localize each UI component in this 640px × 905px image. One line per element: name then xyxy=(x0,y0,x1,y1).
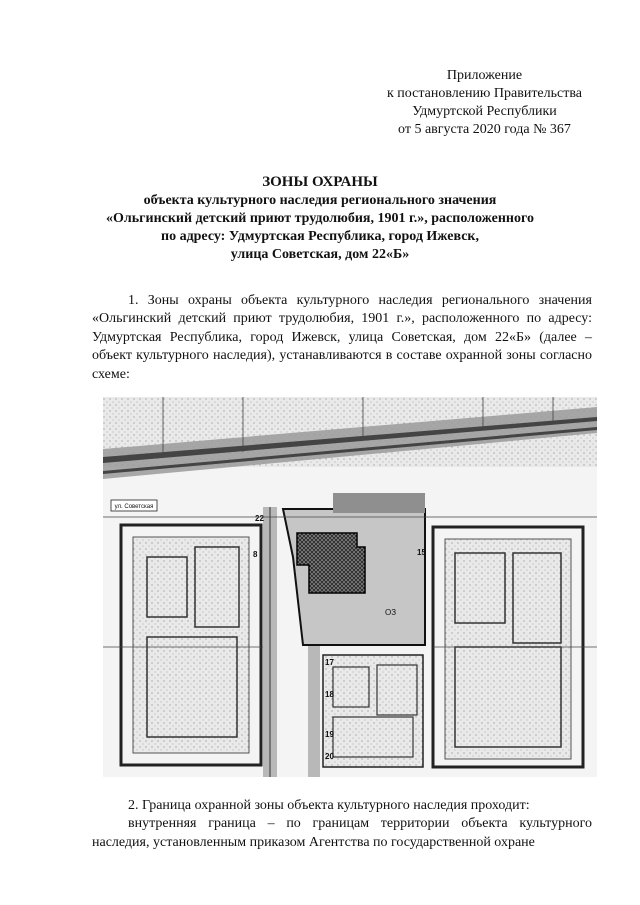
paragraph-2 xyxy=(92,797,592,852)
title-line-3: «Ольгинский детский приют трудолюбия, 1901 г.», расположенного xyxy=(106,211,534,226)
paragraph-1: 1. Зоны охраны объекта культурного наследия регионального значения «Ольгинский детский приют трудолюбия, 1901 г.», расположенного по адресу: Удмуртская Республика, город Ижевск, улица Советская, дом 22«Б» (далее – объект культурного наследия), устанавливаются в составе охранной зоны согласно схеме: xyxy=(92,293,592,382)
appendix-line-4: от 5 августа 2020 года № 367 xyxy=(398,122,571,137)
title-line-2: объекта культурного наследия регионального значения xyxy=(143,193,497,208)
map-zone-label: ОЗ xyxy=(385,608,397,617)
map-street-label: ул. Советская xyxy=(114,504,154,510)
appendix-line-3: Удмуртской Республики xyxy=(412,104,557,119)
house-number-20: 20 xyxy=(325,752,334,761)
title-line-4: по адресу: Удмуртская Республика, город Ижевск, xyxy=(161,229,479,244)
paragraph-2-heading: 2. Граница охранной зоны объекта культурного наследия проходит: xyxy=(128,798,530,813)
title-line-5: улица Советская, дом 22«Б» xyxy=(230,247,410,262)
house-number-15: 15 xyxy=(417,548,426,557)
paragraph-2-text: внутренняя граница – по границам территории объекта культурного наследия, установленным приказом Агентства по государственной охране xyxy=(92,816,592,850)
map-scheme xyxy=(103,397,597,777)
appendix-line-2: к постановлению Правительства xyxy=(386,86,582,101)
document-title xyxy=(60,173,580,264)
house-number-8: 8 xyxy=(253,550,258,559)
house-number-18: 18 xyxy=(325,690,334,699)
appendix-block xyxy=(387,67,582,139)
title-main: ЗОНЫ ОХРАНЫ xyxy=(262,174,378,190)
house-number-17: 17 xyxy=(325,658,334,667)
protection-zone-map xyxy=(103,397,597,777)
house-number-19: 19 xyxy=(325,730,334,739)
house-number-22: 22 xyxy=(255,514,264,523)
appendix-line-1: Приложение xyxy=(446,68,523,83)
